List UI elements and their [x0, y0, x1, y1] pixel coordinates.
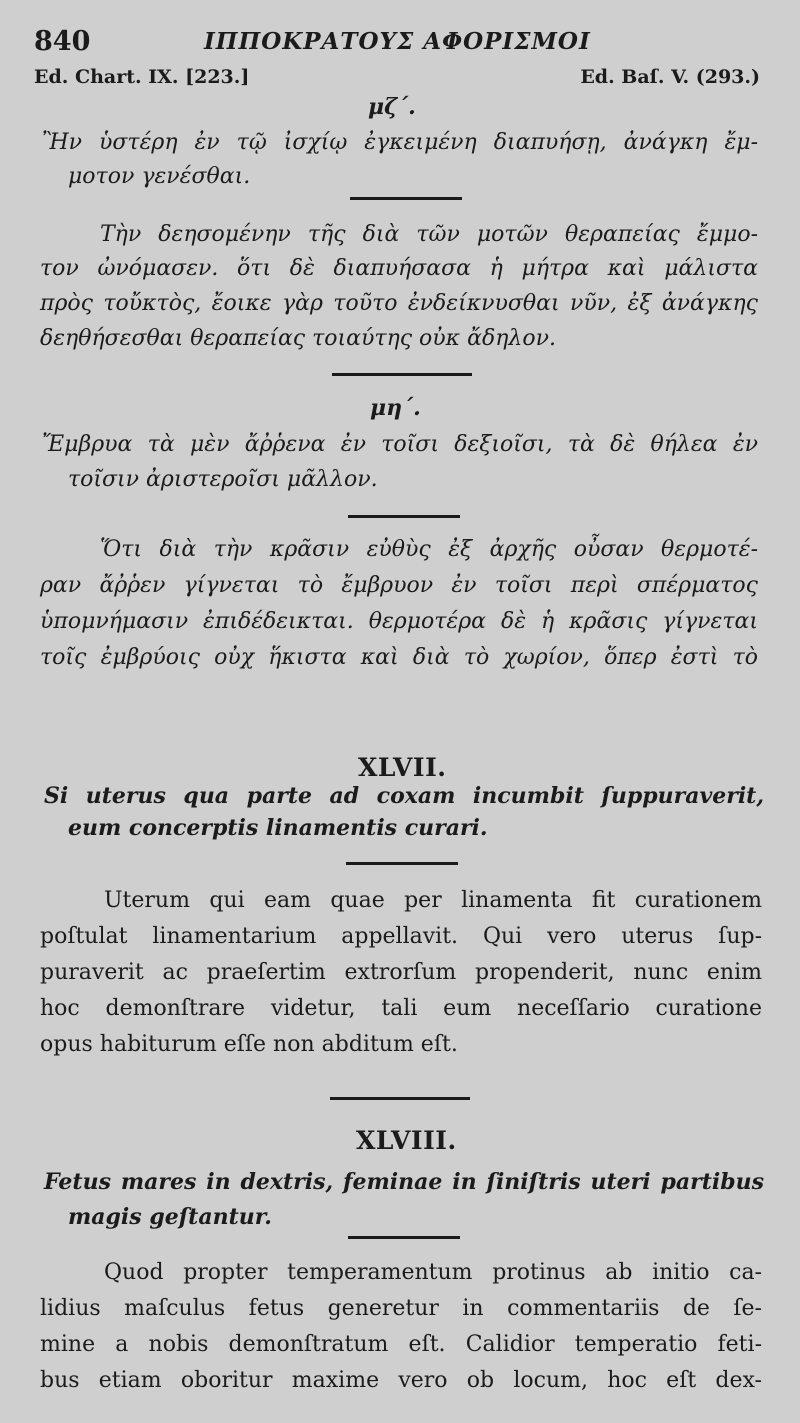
commentary-line: mine a nobis demonſtratum eſt. Calidior temperatio feti-: [40, 1332, 762, 1357]
commentary-line: Ὅτι διὰ τὴν κρᾶσιν εὐθὺς ἐξ ἀρχῆς οὖσαν θερμοτέ-: [100, 537, 758, 562]
commentary-line: puraverit ac praeſertim extrorſum propenderit, nunc enim: [40, 960, 762, 985]
commentary-line: ὑπομνήμασιν ἐπιδέδεικται. θερμοτέρα δὲ ἡ κρᾶσις γίγνεται: [40, 609, 758, 634]
aphorism-number-greek-48: μη΄.: [370, 395, 421, 421]
commentary-line: hoc demonſtrare videtur, tali eum neceſſario curatione: [40, 996, 762, 1021]
section-divider: [350, 197, 462, 200]
edition-reference-left: Ed. Chart. IX. [223.]: [34, 66, 250, 88]
aphorism-line: Ἔμβρυα τὰ μὲν ἄῤῥενα ἐν τοῖσι δεξιοῖσι, τὰ δὲ θήλεα ἐν: [42, 432, 758, 457]
edition-reference-right: Ed. Baſ. V. (293.): [580, 66, 760, 88]
aphorism-number-greek-47: μζ΄.: [368, 94, 416, 120]
aphorism-line: magis geſtantur.: [68, 1204, 272, 1230]
running-header: [34, 26, 760, 60]
commentary-line: lidius maſculus fetus generetur in commentariis de ſe-: [40, 1296, 762, 1321]
commentary-line: δεηθήσεσθαι θεραπείας τοιαύτης οὐκ ἄδηλον.: [40, 326, 556, 351]
section-divider: [330, 1097, 470, 1100]
aphorism-line: μοτον γενέσθαι.: [68, 164, 251, 189]
page-number: 840: [34, 26, 91, 57]
commentary-line: Quod propter temperamentum protinus ab initio ca-: [104, 1260, 762, 1285]
section-divider: [348, 1236, 460, 1239]
commentary-line: τοῖς ἐμβρύοις οὐχ ἥκιστα καὶ διὰ τὸ χωρίον, ὅπερ ἐστὶ τὸ: [40, 645, 758, 670]
section-divider: [346, 862, 458, 865]
commentary-line: τον ὠνόμασεν. ὅτι δὲ διαπυήσασα ἡ μήτρα καὶ μάλιστα: [40, 256, 758, 281]
aphorism-line: Fetus mares in dextris, feminae in ſiniſtris uteri partibus: [44, 1169, 764, 1195]
aphorism-line: eum concerptis linamentis curari.: [68, 815, 488, 841]
commentary-line: poſtulat linamentarium appellavit. Qui vero uterus ſup-: [40, 924, 762, 949]
commentary-line: opus habiturum eſſe non abditum eſt.: [40, 1032, 458, 1057]
aphorism-line: Si uterus qua parte ad coxam incumbit ſuppuraverit,: [44, 783, 764, 809]
aphorism-number-latin-48: XLVIII.: [356, 1126, 457, 1155]
running-title: ΙΠΠΟΚΡΑΤΟΥΣ ΑΦΟΡΙΣΜΟΙ: [204, 28, 591, 55]
aphorism-line: Ἢν ὑστέρη ἐν τῷ ἰσχίῳ ἐγκειμένη διαπυήσῃ, ἀνάγκη ἔμ-: [42, 130, 758, 155]
commentary-line: Τὴν δεησομένην τῆς διὰ τῶν μοτῶν θεραπείας ἔμμο-: [100, 222, 758, 247]
section-divider: [332, 373, 472, 376]
aphorism-line: τοῖσιν ἀριστεροῖσι μᾶλλον.: [68, 467, 378, 492]
commentary-line: πρὸς τοὔκτὸς, ἔοικε γὰρ τοῦτο ἐνδείκνυσθαι νῦν, ἐξ ἀνάγκης: [40, 291, 758, 316]
commentary-line: ραν ἄῤῥεν γίγνεται τὸ ἔμβρυον ἐν τοῖσι περὶ σπέρματος: [40, 573, 758, 598]
aphorism-number-latin-47: XLVII.: [358, 753, 447, 782]
commentary-line: Uterum qui eam quae per linamenta fit curationem: [104, 888, 762, 913]
commentary-line: bus etiam oboritur maxime vero ob locum, hoc eſt dex-: [40, 1368, 762, 1393]
section-divider: [348, 515, 460, 518]
